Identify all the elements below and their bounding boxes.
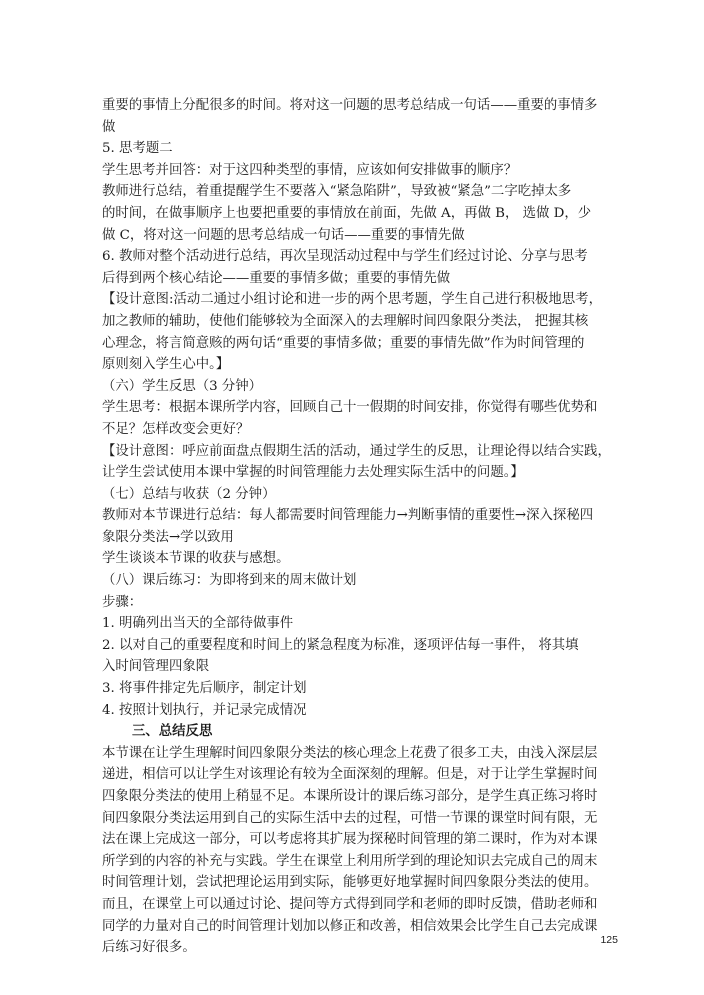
body-line: 象限分类法→学以致用 — [102, 529, 234, 545]
body-line: 学生谈谈本节课的收获与感想。 — [102, 551, 290, 567]
step-item: 1. 明确列出当天的全部待做事件 — [102, 616, 294, 632]
body-line: 的时间，在做事顺序上也要把重要的事情放在前面，先做 A，再做 B， 选做 D，少 — [102, 205, 592, 221]
body-line: 教师进行总结，着重提醒学生不要落入“紧急陷阱”，导致被“紧急”二字吃掉太多 — [102, 184, 572, 200]
body-line: 做 C，将对这一问题的思考总结成一句话——重要的事情先做 — [102, 227, 465, 243]
body-line: 四象限分类法的使用上稍显不足。本课所设计的课后练习部分，是学生真正练习将时 — [102, 789, 598, 804]
section-heading: （八）课后练习：为即将到来的周末做计划 — [102, 573, 357, 589]
body-line: 递进，相信可以让学生对该理论有较为全面深刻的理解。但是，对于让学生掌握时间 — [102, 767, 598, 783]
body-line: 6. 教师对整个活动进行总结，再次呈现活动过程中与学生们经过讨论、分享与思考 — [102, 249, 588, 265]
page-body — [102, 95, 622, 959]
chapter-heading: 三、总结反思 — [132, 723, 213, 740]
body-line: 不足？怎样改变会更好？ — [102, 421, 250, 437]
body-line: 教师对本节课进行总结：每人都需要时间管理能力→判断事情的重要性→深入探秘四 — [102, 508, 594, 524]
body-line: 间四象限分类法运用到自己的实际生活中去的过程，可惜一节课的课堂时间有限，无 — [102, 810, 598, 826]
page-number: 125 — [600, 934, 618, 946]
step-item: 3. 将事件排定先后顺序，制定计划 — [102, 681, 307, 697]
body-line: 学生思考：根据本课所学内容，回顾自己十一假期的时间安排，你觉得有哪些优势和 — [102, 400, 598, 416]
body-line: 法在课上完成这一部分，可以考虑将其扩展为探秘时间管理的第二课时，作为对本课 — [102, 832, 598, 848]
step-item: 4. 按照计划执行，并记录完成情况 — [102, 702, 307, 718]
body-line: 同学的力量对自己的时间管理计划加以修正和改善，相信效果会比学生自己去完成课 — [102, 918, 598, 934]
body-line: 本节课在让学生理解时间四象限分类法的核心理念上花费了很多工夫，由浅入深层层 — [102, 745, 598, 761]
section-heading: （七）总结与收获（2 分钟） — [102, 486, 276, 502]
design-intent-line: 加之教师的辅助，使他们能够较为全面深入的去理解时间四象限分类法， 把握其核 — [102, 313, 589, 329]
question-heading: 5. 思考题二 — [102, 141, 173, 157]
body-line: 重要的事情上分配很多的时间。将对这一问题的思考总结成一句话——重要的事情多 — [102, 98, 598, 113]
steps-label: 步骤： — [102, 594, 143, 610]
design-intent-line: 【设计意图：呼应前面盘点假期生活的活动，通过学生的反思，让理论得以结合实践， — [102, 443, 611, 459]
body-line: 做 — [102, 119, 116, 135]
design-intent-line: 【设计意图:活动二通过小组讨论和进一步的两个思考题，学生自己进行积极地思考， — [102, 292, 602, 308]
step-item: 入时间管理四象限 — [102, 659, 210, 675]
body-line: 时间管理计划，尝试把理论运用到实际，能够更好地掌握时间四象限分类法的使用。 — [102, 875, 598, 891]
design-intent-line: 让学生尝试使用本课中掌握的时间管理能力去处理实际生活中的问题。】 — [102, 465, 524, 481]
body-line: 所学到的内容的补充与实践。学生在课堂上利用所学到的理论知识去完成自己的周末 — [102, 853, 598, 869]
step-item: 2. 以对自己的重要程度和时间上的紧急程度为标准，逐项评估每一事件， 将其填 — [102, 637, 579, 653]
design-intent-line: 原则刻入学生心中。】 — [102, 357, 230, 373]
design-intent-line: 心理念，将言简意赅的两句话“重要的事情多做；重要的事情先做”作为时间管理的 — [102, 335, 585, 351]
section-heading: （六）学生反思（3 分钟） — [102, 378, 263, 394]
body-line: 后得到两个核心结论——重要的事情多做；重要的事情先做 — [102, 270, 451, 286]
body-line: 而且，在课堂上可以通过讨论、提问等方式得到同学和老师的即时反馈，借助老师和 — [102, 896, 598, 912]
body-line: 后练习好很多。 — [102, 940, 196, 956]
body-line: 学生思考并回答：对于这四种类型的事情，应该如何安排做事的顺序？ — [102, 162, 518, 178]
